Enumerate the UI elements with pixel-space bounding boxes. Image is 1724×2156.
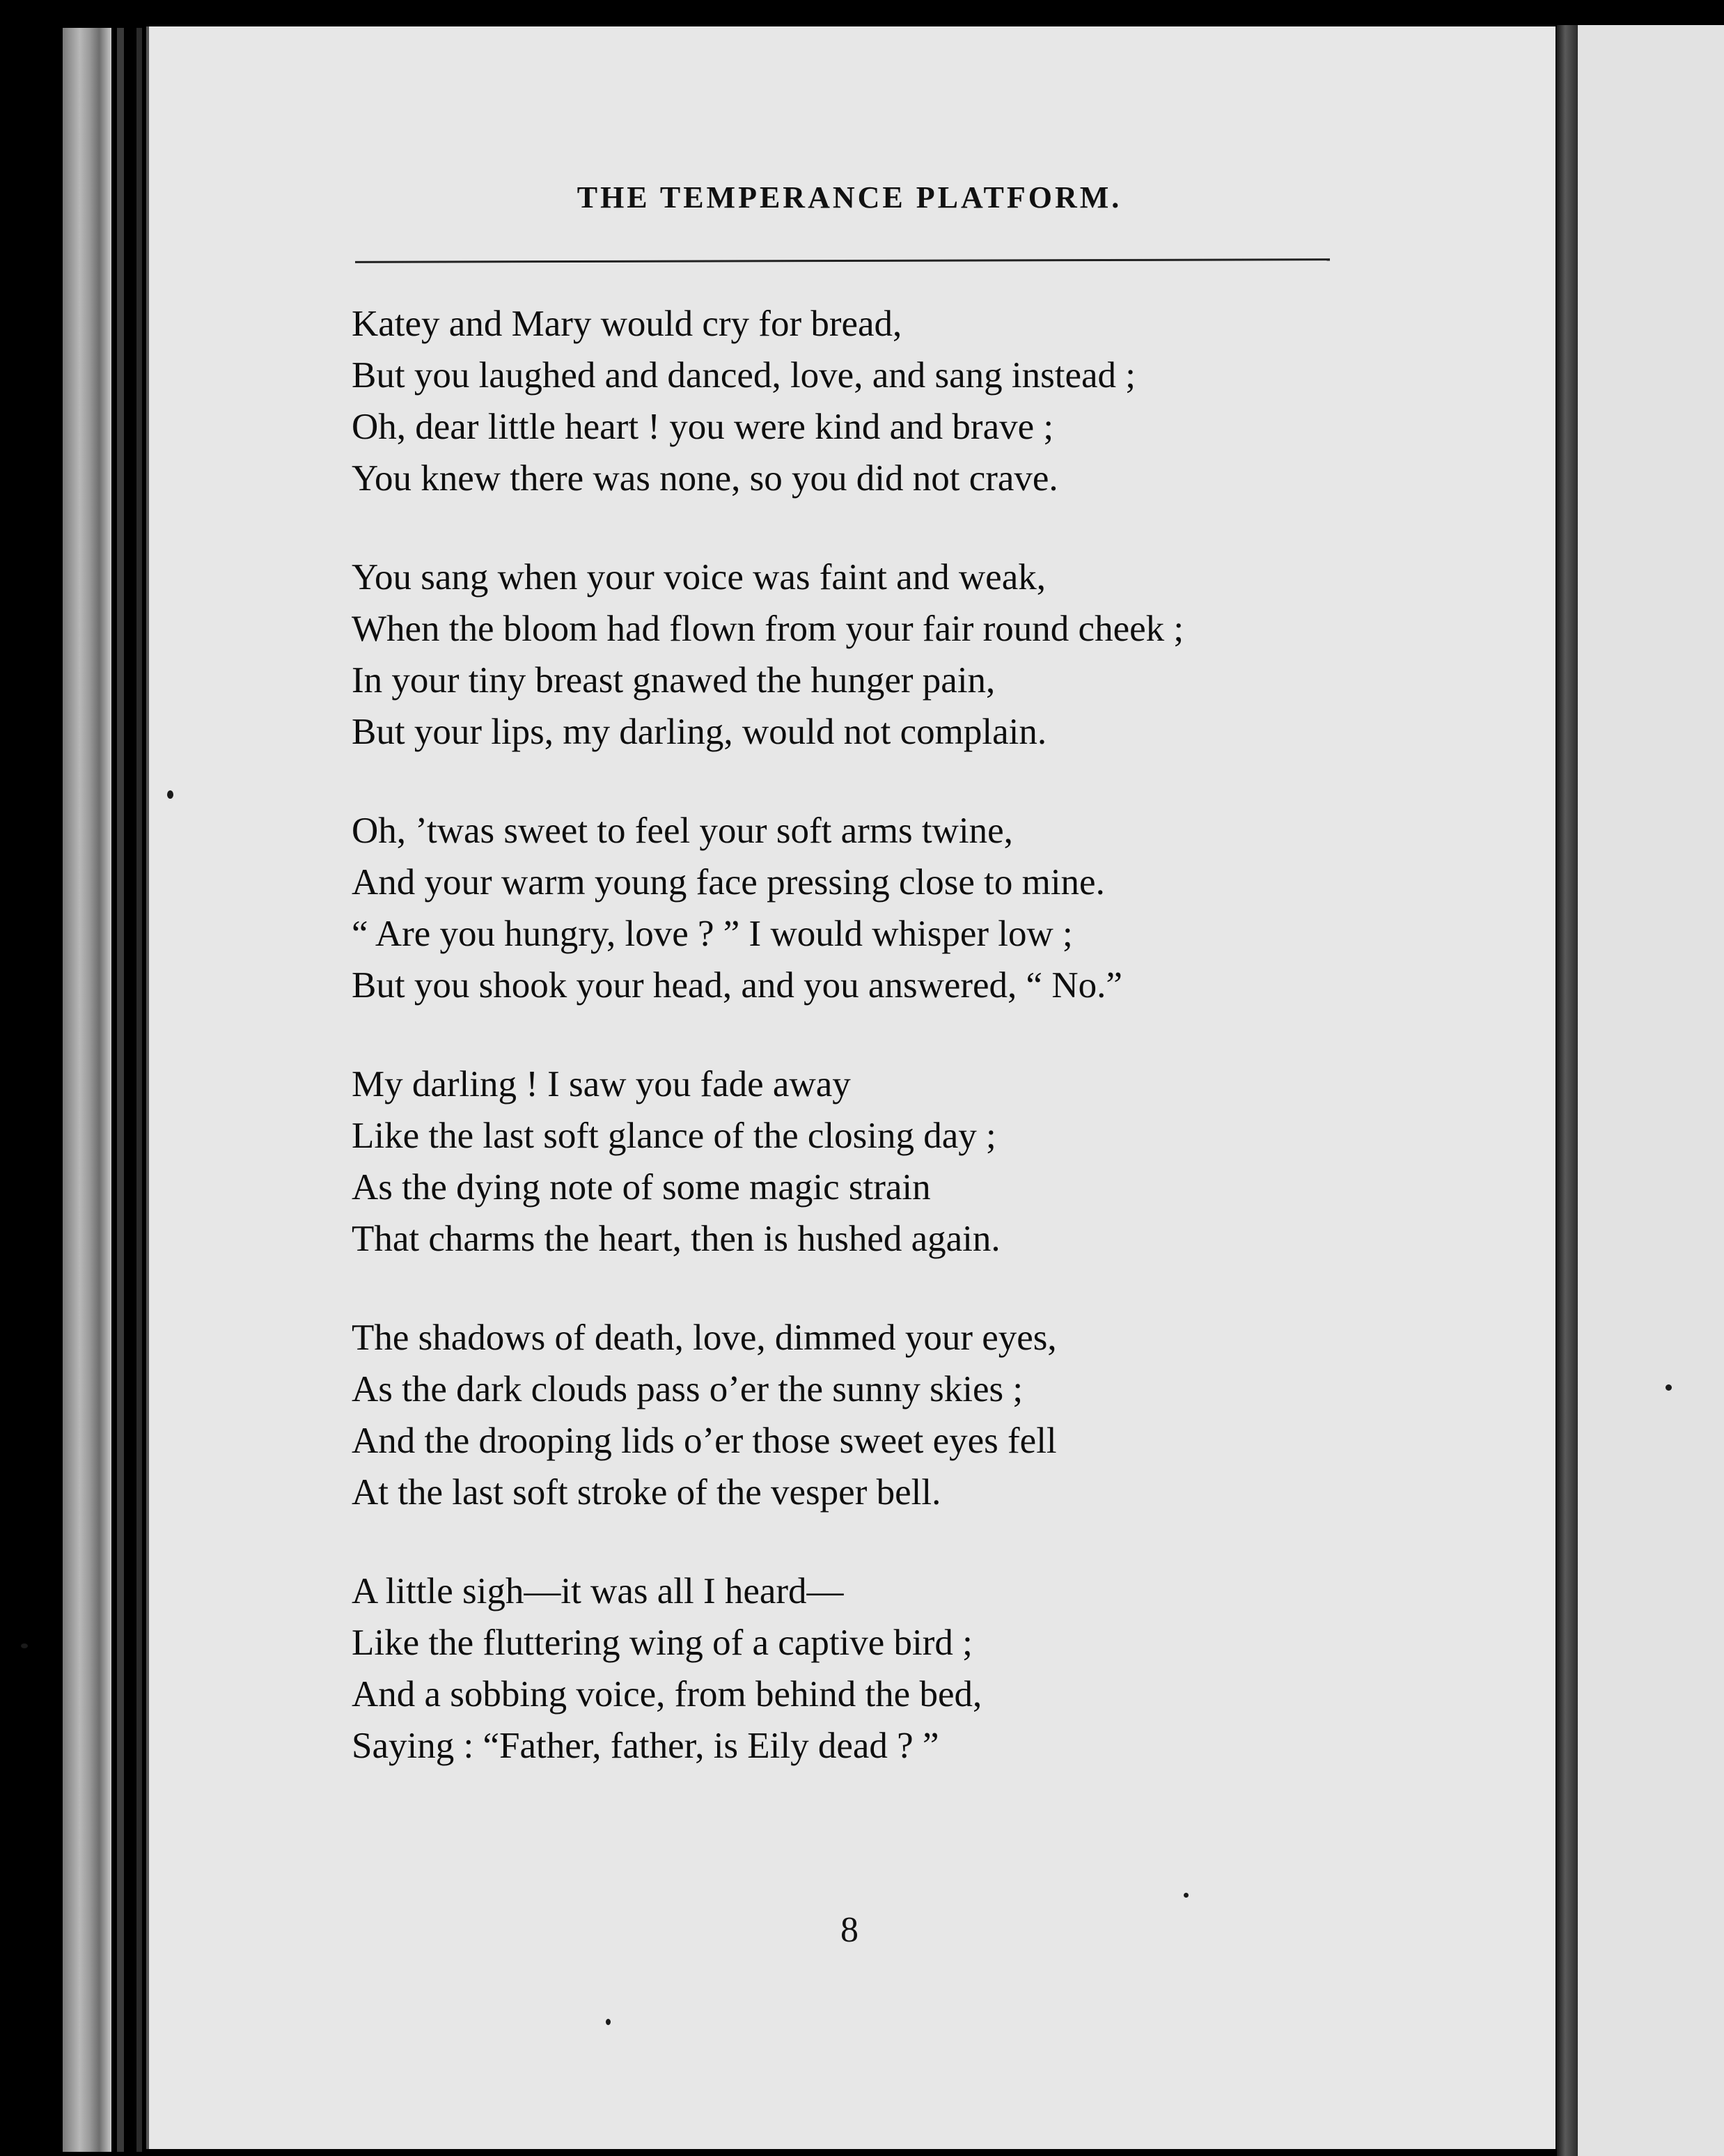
poem-line: But you shook your head, and you answered, “ No.” <box>352 965 1122 1006</box>
book-edge-line <box>136 28 142 2152</box>
poem-line: “ Are you hungry, love ? ” I would whisper low ; <box>352 914 1073 954</box>
poem-line: And your warm young face pressing close to mine. <box>352 862 1105 903</box>
book-left-edge <box>63 28 111 2152</box>
stanza <box>352 805 1438 1011</box>
poem-line: Oh, ’twas sweet to feel your soft arms twine, <box>352 811 1013 851</box>
ink-speck <box>1184 1893 1189 1898</box>
book-edge-line <box>117 28 124 2152</box>
poem-line: Oh, dear little heart ! you were kind and brave ; <box>352 407 1054 447</box>
stanza <box>352 298 1438 504</box>
ink-speck <box>1666 1384 1672 1391</box>
poem-line: The shadows of death, love, dimmed your eyes, <box>352 1318 1057 1358</box>
poem-line: My darling ! I saw you fade away <box>352 1064 851 1104</box>
stanza <box>352 1312 1438 1518</box>
stanza <box>352 1059 1438 1265</box>
poem-line: As the dark clouds pass o’er the sunny skies ; <box>352 1369 1024 1409</box>
poem-line: When the bloom had flown from your fair round cheek ; <box>352 609 1184 649</box>
facing-page-sliver <box>1578 25 1724 2156</box>
poem-line: You sang when your voice was faint and weak, <box>352 557 1046 597</box>
poem-line: As the dying note of some magic strain <box>352 1167 931 1208</box>
poem-line: Katey and Mary would cry for bread, <box>352 304 902 344</box>
poem-line: A little sigh—it was all I heard— <box>352 1571 844 1611</box>
ink-speck <box>167 790 173 799</box>
poem-line: That charms the heart, then is hushed again. <box>352 1219 1001 1259</box>
poem-body <box>352 298 1438 1819</box>
poem-line: Like the last soft glance of the closing day ; <box>352 1116 996 1156</box>
book-right-edge <box>1557 25 1578 2156</box>
poem-line: In your tiny breast gnawed the hunger pain, <box>352 660 996 701</box>
poem-line: Like the fluttering wing of a captive bird ; <box>352 1623 973 1663</box>
poem-line: And a sobbing voice, from behind the bed, <box>352 1674 982 1714</box>
ink-speck <box>21 1643 28 1648</box>
running-head: THE TEMPERANCE PLATFORM. <box>577 180 1122 214</box>
poem-line: But you laughed and danced, love, and sang instead ; <box>352 355 1136 396</box>
poem-line: You knew there was none, so you did not crave. <box>352 458 1058 499</box>
poem-line: But your lips, my darling, would not complain. <box>352 712 1047 752</box>
poem-line: At the last soft stroke of the vesper bell. <box>352 1472 941 1513</box>
ink-speck <box>606 2019 611 2025</box>
stanza <box>352 552 1438 758</box>
poem-line: Saying : “Father, father, is Eily dead ? ” <box>352 1726 939 1766</box>
page-number: 8 <box>840 1910 859 1950</box>
poem-line: And the drooping lids o’er those sweet eyes fell <box>352 1421 1057 1461</box>
stanza <box>352 1565 1438 1772</box>
